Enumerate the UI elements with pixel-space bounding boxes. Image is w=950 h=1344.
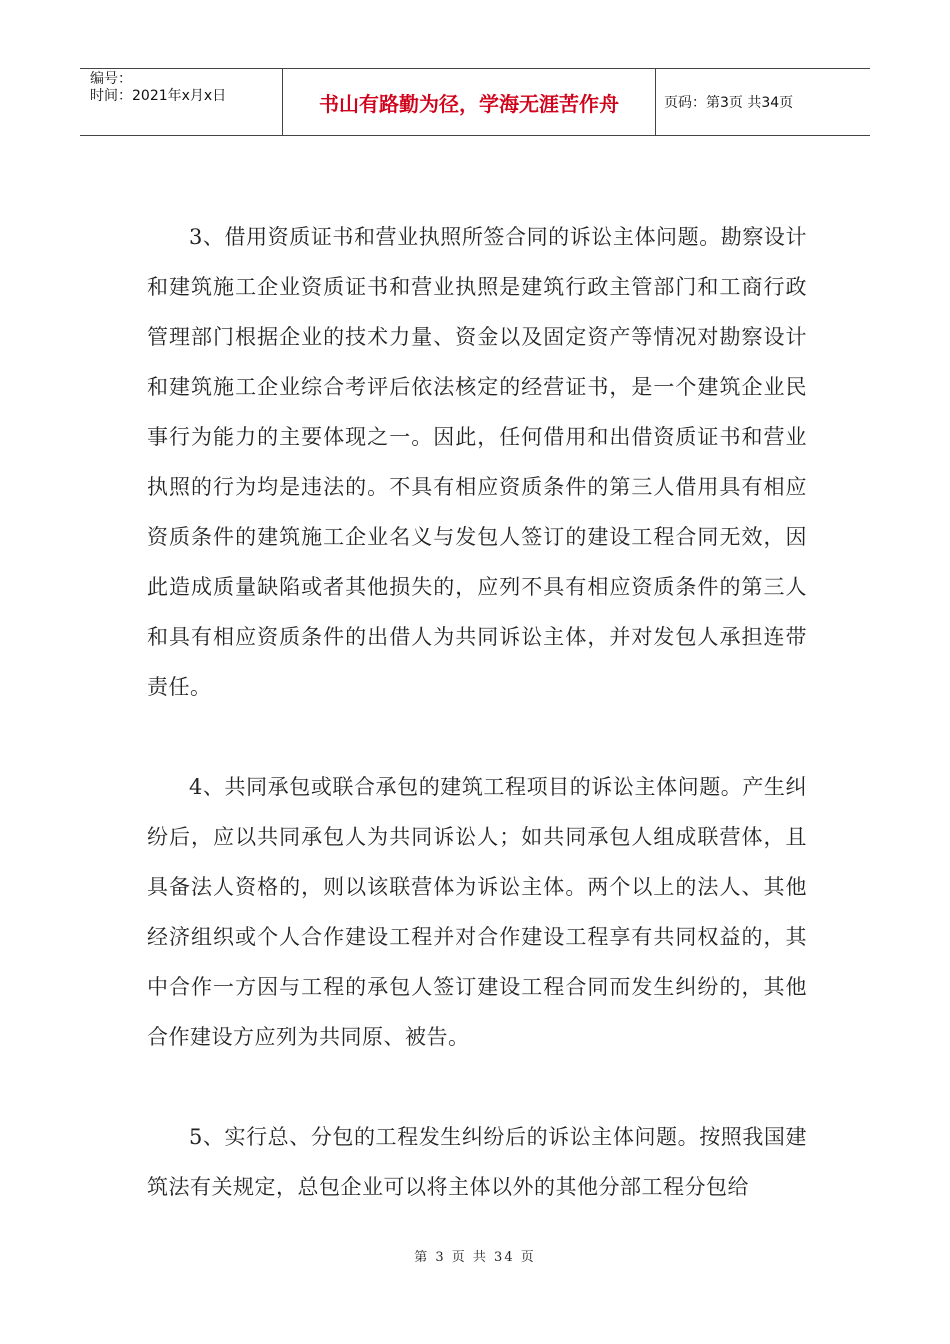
header-page-info: 页码：第3页 共34页 [664,95,794,111]
document-number-label: 编号： [90,71,132,87]
document-body [147,212,807,1262]
page-footer: 第 3 页 共 34 页 [414,1250,536,1265]
paragraph-4: 4、共同承包或联合承包的建筑工程项目的诉讼主体问题。产生纠纷后，应以共同承包人为共同诉讼人；如共同承包人组成联营体，且具备法人资格的，则以该联营体为诉讼主体。两个以上的法人、其他经济组织或个人合作建设工程并对合作建设工程享有共同权益的，其中合作一方因与工程的承包人签订建设工程合同而发生纠纷的，其他合作建设方应列为共同原、被告。 [147,775,807,1049]
header-meta [80,69,283,135]
paragraph-3: 3、借用资质证书和营业执照所签合同的诉讼主体问题。勘察设计和建筑施工企业资质证书和营业执照是建筑行政主管部门和工商行政管理部门根据企业的技术力量、资金以及固定资产等情况对勘察设计和建筑施工企业综合考评后依法核定的经营证书，是一个建筑企业民事行为能力的主要体现之一。因此，任何借用和出借资质证书和营业执照的行为均是违法的。不具有相应资质条件的第三人借用具有相应资质条件的建筑施工企业名义与发包人签订的建设工程合同无效，因此造成质量缺陷或者其他损失的，应列不具有相应资质条件的第三人和具有相应资质条件的出借人为共同诉讼主体，并对发包人承担连带责任。 [147,225,807,699]
page-header [80,68,870,136]
header-motto-cell [283,69,656,135]
paragraph-5: 5、实行总、分包的工程发生纠纷后的诉讼主体问题。按照我国建筑法有关规定，总包企业可以将主体以外的其他分部工程分包给 [147,1125,807,1199]
header-motto: 书山有路勤为径，学海无涯苦作舟 [319,91,619,116]
document-time-label: 时间：2021年x月x日 [90,88,227,104]
